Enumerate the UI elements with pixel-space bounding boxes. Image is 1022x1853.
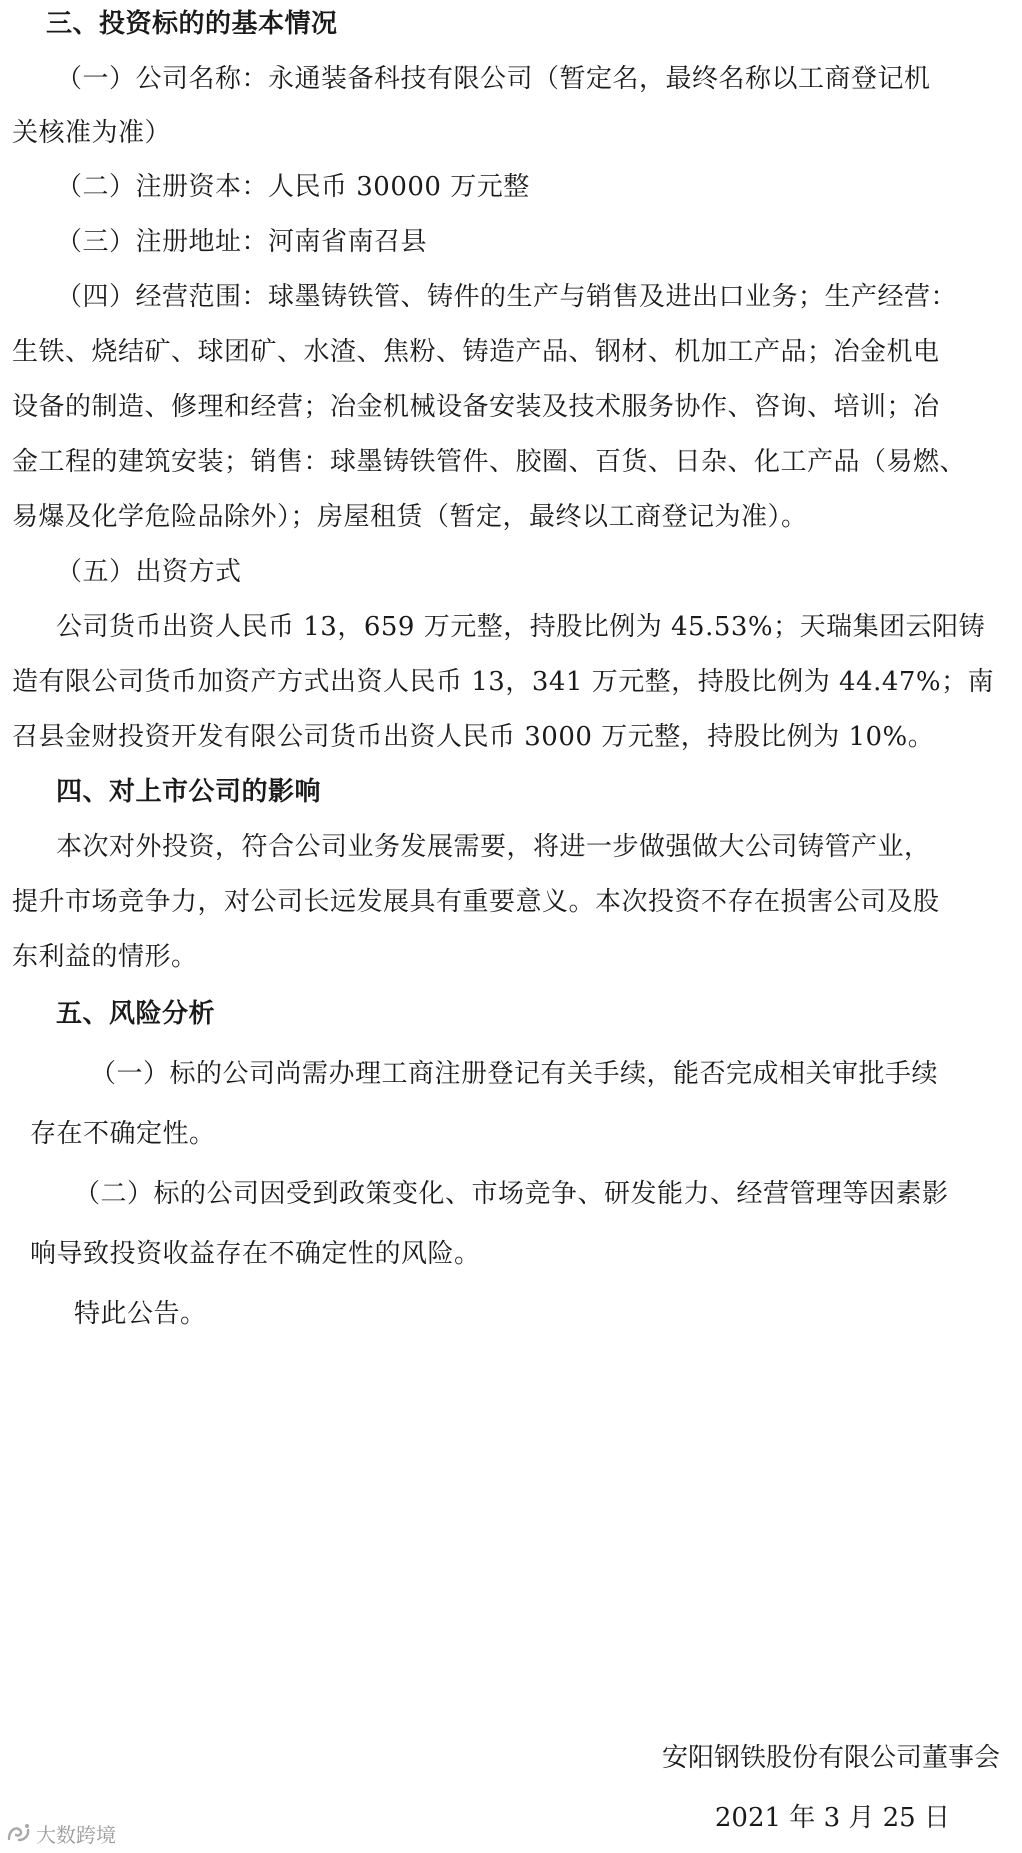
- risk-line-2: 存在不确定性。: [30, 1119, 216, 1149]
- business-scope-line-1: （四）经营范围：球墨铸铁管、铸件的生产与销售及进出口业务；生产经营：: [56, 282, 958, 312]
- risk-line-4: 响导致投资收益存在不确定性的风险。: [30, 1239, 481, 1269]
- section5-heading: 五、风险分析: [56, 999, 216, 1029]
- section3-heading: 三、投资标的的基本情况: [46, 9, 338, 39]
- impact-line-3: 东利益的情形。: [12, 942, 198, 972]
- business-scope-line-2: 生铁、烧结矿、球团矿、水渣、焦粉、铸造产品、钢材、机加工产品；冶金机电: [12, 337, 940, 367]
- investment-method-line-2: 造有限公司货币加资产方式出资人民币 13，341 万元整，持股比例为 44.47%；南: [12, 667, 995, 697]
- registered-address-line: （三）注册地址：河南省南召县: [56, 227, 428, 257]
- investment-method-line-3: 召县金财投资开发有限公司货币出资人民币 3000 万元整，持股比例为 10%。: [12, 722, 935, 752]
- investment-method-heading: （五）出资方式: [56, 557, 242, 587]
- company-name-line-1: （一）公司名称：永通装备科技有限公司（暂定名，最终名称以工商登记机: [56, 64, 931, 94]
- section4-heading: 四、对上市公司的影响: [56, 777, 322, 807]
- registered-capital-line: （二）注册资本：人民币 30000 万元整: [56, 172, 530, 202]
- brand-logo-icon: [6, 1822, 32, 1844]
- investment-method-line-1: 公司货币出资人民币 13，659 万元整，持股比例为 45.53%；天瑞集团云阳铸: [56, 612, 986, 642]
- risk-line-3: （二）标的公司因受到政策变化、市场竞争、研发能力、经营管理等因素影: [74, 1179, 949, 1209]
- watermark-text: 大数跨境: [36, 1822, 116, 1847]
- signature-date: 2021 年 3 月 25 日: [714, 1803, 950, 1833]
- risk-line-1: （一）标的公司尚需办理工商注册登记有关手续，能否完成相关审批手续: [90, 1059, 939, 1089]
- watermark: [6, 1818, 116, 1848]
- closing-remark: 特此公告。: [74, 1299, 207, 1329]
- impact-line-1: 本次对外投资，符合公司业务发展需要，将进一步做强做大公司铸管产业，: [56, 832, 931, 862]
- impact-line-2: 提升市场竞争力，对公司长远发展具有重要意义。本次投资不存在损害公司及股: [12, 887, 940, 917]
- signature-company: 安阳钢铁股份有限公司董事会: [661, 1743, 1000, 1773]
- business-scope-line-5: 易爆及化学危险品除外）；房屋租赁（暂定，最终以工商登记为准）。: [12, 502, 808, 532]
- company-name-line-2: 关核准为准）: [12, 118, 172, 148]
- business-scope-line-3: 设备的制造、修理和经营；冶金机械设备安装及技术服务协作、咨询、培训；冶: [12, 392, 940, 422]
- business-scope-line-4: 金工程的建筑安装；销售：球墨铸铁管件、胶圈、百货、日杂、化工产品（易燃、: [12, 447, 967, 477]
